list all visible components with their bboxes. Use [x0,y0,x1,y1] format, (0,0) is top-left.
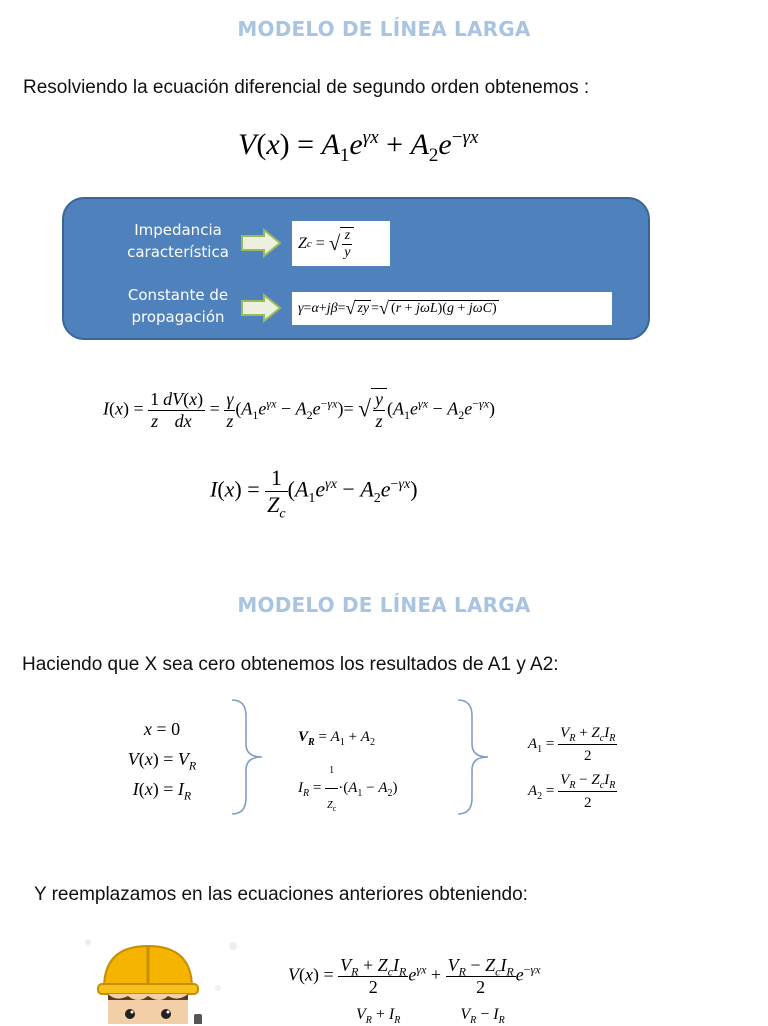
impedance-label: Impedancia característica [127,221,229,261]
arrow-right-icon [240,293,282,323]
constants-solution: $A_1$ = $\frac{V_R + Z_cI_R}{2}$ $A_2$ = $\frac{V_R - Z_cI_R}{2}$ [528,722,617,814]
section1-heading: MODELO DE LÍNEA LARGA [237,17,531,41]
engineer-avatar-icon [68,928,248,1024]
propagation-formula: γ = α + jβ = √ zy = √ (r + jωL)(g + jωC) [292,292,612,325]
voltage-equation: $V(x) = A_1e^{\gamma x} + A_2e^{-\gamma x}$ [238,127,479,166]
section1-intro: Resolviendo la ecuación diferencial de segundo orden obtenemos : [23,77,590,98]
section2-intro: Haciendo que X sea cero obtenemos los resultados de A1 y A2: [22,654,559,675]
arrow-right-icon [240,228,282,258]
propagation-label: Constante de propagación [127,286,229,326]
final-current-equation-partial: $V_R + I_R$ $V_R - I_R$ [356,1006,505,1026]
boundary-results: $V_R = A_1 + A_2$ $I_R$ = $\frac{1}{Z_c}$ $\cdot(A_1 - A_2)$ [298,729,398,813]
boundary-conditions: x = 0 $V(x) = V_R$ $I(x) = I_R$ [127,719,197,803]
curly-brace-icon [454,698,494,816]
current-derivation-equation: I(x) = $\frac{1}{z}$ $\frac{dV(x)}{dx}$ = $\frac{\gamma}{z}$ $(A_1e^{\gamma x} - A_2e^{-\gamma x})=$ √ $\frac{y}{z}$ $(A_1e^{\gamma x} - A_2e^{-\gamma x})$ [103,389,496,431]
current-equation: I(x) = $\frac{1}{Z_c}$ $(A_1e^{\gamma x} - A_2e^{-\gamma x})$ [210,465,418,522]
section2-heading: MODELO DE LÍNEA LARGA [237,593,531,617]
final-voltage-equation: V(x) = $\frac{V_R + Z_cI_R}{2}$ $e^{\gamma x}$ + $\frac{V_R - Z_cI_R}{2}$ $e^{-\gamma x}$ [288,955,541,997]
section2-conclusion: Y reemplazamos en las ecuaciones anteriores obteniendo: [34,884,528,905]
impedance-formula: Z c = √ $\frac{z}{y}$ [292,221,390,266]
curly-brace-icon [228,698,268,816]
